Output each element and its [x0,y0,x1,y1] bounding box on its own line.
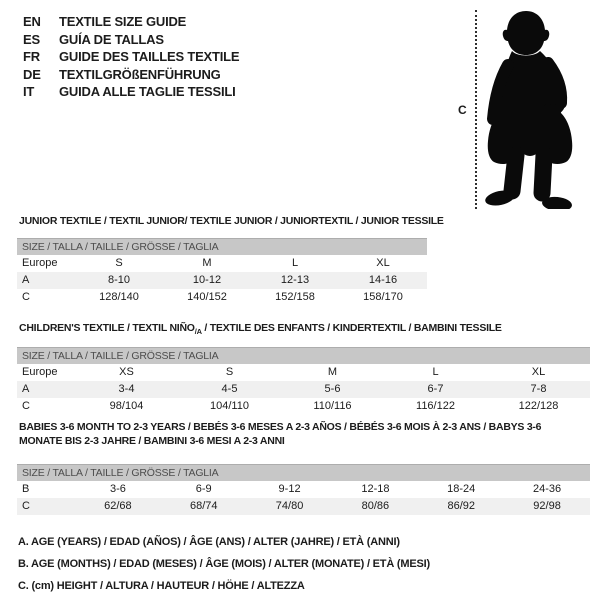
table-cell: XS [119,366,134,378]
table-cell: 74/80 [275,500,304,512]
lang-row-es [23,31,239,49]
table-row [17,498,590,515]
table-cell: 4-5 [221,383,238,395]
table-cell: M [327,366,338,378]
table-cell: 62/68 [104,500,132,512]
language-title-block [23,13,239,101]
table-cell: 5-6 [324,383,341,395]
table-cell: L [432,366,439,378]
table-cell: 158/170 [363,291,403,303]
table-cell: 7-8 [530,383,547,395]
table-cell: L [291,257,299,269]
title-text: / TEXTILE DES ENFANTS / KINDERTEXTIL / BAMBINI TESSILE [201,322,502,334]
row-label: Europe [22,366,58,378]
table-cell: 6-7 [427,383,444,395]
table-row [17,289,427,306]
table-cell: 14-16 [368,274,398,286]
table-cell: 9-12 [278,483,301,495]
title-subscript: /A [194,327,202,337]
size-header-bar: SIZE / TALLA / TAILLE / GRÖSSE / TAGLIA [17,464,590,481]
lang-row-it [23,83,239,101]
table-cell: S [115,257,123,269]
table-row [17,255,427,272]
lang-row-fr [23,48,239,66]
table-cell: 152/158 [275,291,315,303]
table-row [17,381,590,398]
babies-table-title: BABIES 3-6 MONTH TO 2-3 YEARS / BEBÉS 3-6 MESES A 2-3 AÑOS / BÉBÉS 3-6 MOIS À 2-3 ANS / BABYS 3-6 MONATE BIS 2-3 JAHRE / BAMBINI 3-6 MESI A 2-3 ANNI [19,421,542,447]
row-label: C [22,291,30,303]
lang-title: GUIDE DES TAILLES TEXTILE [59,49,240,64]
table-row [17,364,590,381]
baby-silhouette-image [484,9,578,209]
lang-title: GUIDA ALLE TAGLIE TESSILI [59,84,236,99]
table-cell: 12-13 [280,274,310,286]
table-cell: 18-24 [447,483,476,495]
height-measure-dashed-line [475,10,477,209]
table-cell: M [202,257,212,269]
row-label: C [22,400,30,412]
row-label: A [22,383,30,395]
table-cell: 8-10 [107,274,131,286]
table-cell: 104/110 [210,400,249,412]
lang-code: DE [23,66,41,82]
table-cell: 24-36 [532,483,562,495]
table-cell: S [225,366,234,378]
table-cell: 140/152 [187,291,227,303]
lang-title: TEXTILE SIZE GUIDE [59,14,187,29]
table-cell: XL [376,257,390,269]
table-cell: 80/86 [361,500,390,512]
table-cell: 92/98 [533,500,561,512]
table-cell: 116/122 [416,400,455,412]
note-height-cm: C. (cm) HEIGHT / ALTURA / HAUTEUR / HÖHE / ALTEZZA [18,580,305,592]
title-text: CHILDREN'S TEXTILE / TEXTIL NIÑO [19,322,195,334]
lang-code: EN [23,14,41,29]
table-cell: 110/116 [313,400,352,412]
row-label: B [22,483,30,495]
lang-code: IT [23,84,35,99]
row-label: Europe [22,257,58,269]
size-header-bar: SIZE / TALLA / TAILLE / GRÖSSE / TAGLIA [17,347,590,364]
table-cell: 128/140 [99,291,139,303]
table-row [17,481,590,498]
baby-figure [440,0,600,230]
note-age-months: B. AGE (MONTHS) / EDAD (MESES) / ÂGE (MOIS) / ALTER (MONATE) / ETÀ (MESI) [18,558,430,570]
lang-title: TEXTILGRÖßENFÜHRUNG [59,66,221,82]
children-table-title [19,321,579,339]
table-cell: 3-4 [118,383,135,395]
table-row [17,398,590,415]
legend-notes [18,531,430,597]
note-age-years: A. AGE (YEARS) / EDAD (AÑOS) / ÂGE (ANS) / ALTER (JAHRE) / ETÀ (ANNI) [18,536,400,548]
children-size-table [17,347,590,415]
lang-row-de [23,66,239,84]
table-cell: 12-18 [361,483,390,495]
junior-table-title: JUNIOR TEXTILE / TEXTIL JUNIOR/ TEXTILE JUNIOR / JUNIORTEXTIL / JUNIOR TESSILE [19,215,444,227]
height-measure-label: C [458,103,467,117]
row-label: C [22,500,30,512]
lang-code: FR [23,49,40,64]
babies-size-table [17,464,590,515]
row-label: A [22,274,30,286]
lang-row-en [23,13,239,31]
table-cell: 3-6 [109,483,126,495]
table-cell: 68/74 [189,500,218,512]
size-header-bar: SIZE / TALLA / TAILLE / GRÖSSE / TAGLIA [17,238,427,255]
table-cell: 98/104 [109,400,144,412]
table-cell: 6-9 [195,483,212,495]
lang-code: ES [23,31,40,47]
table-row [17,272,427,289]
table-cell: 10-12 [192,274,222,286]
table-cell: 122/128 [518,400,559,412]
table-cell: XL [531,366,546,378]
table-cell: 86/92 [447,500,475,512]
junior-size-table [17,238,427,306]
lang-title: GUÍA DE TALLAS [59,31,164,47]
